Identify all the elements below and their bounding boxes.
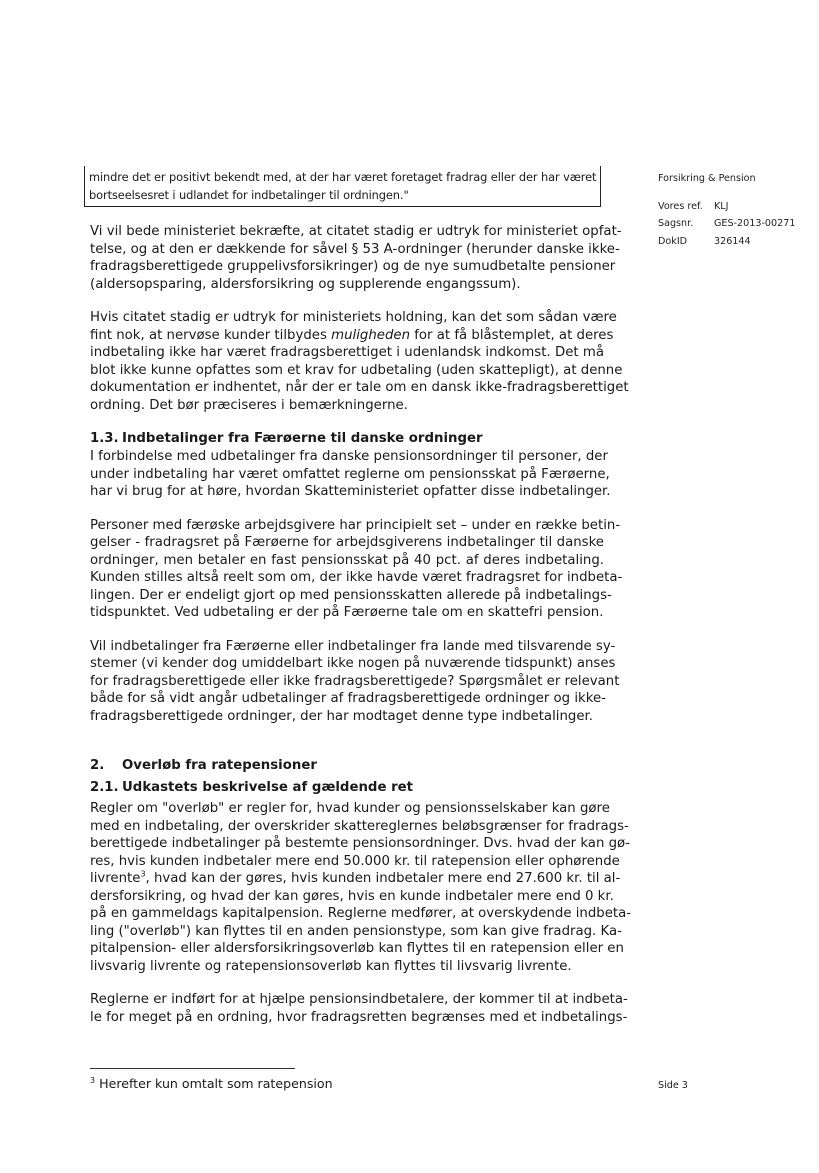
text-line: stemer (vi kender dog umiddelbart ikke nogen på nuværende tidspunkt) anses [90, 656, 616, 671]
section-heading-1-3 [90, 430, 604, 448]
text-run: for at få blåstemplet, at deres [410, 327, 614, 343]
text-line: I forbindelse med udbetalinger fra danske pensionsordninger til personer, der [90, 449, 608, 464]
text-line: berettigede indbetalinger på bestemte pensionsordninger. Dvs. hvad der kan gø- [90, 836, 630, 851]
organization-name: Forsikring & Pension [658, 173, 756, 184]
heading-number: 2. [90, 758, 105, 773]
text-run: fint nok, at nervøse kunder tilbydes [90, 327, 332, 343]
paragraph-faroe-question [90, 638, 620, 726]
heading-text: Udkastets beskrivelse af gældende ret [122, 780, 414, 795]
heading-number: 2.1. [90, 780, 119, 795]
meta-row-docid [658, 233, 808, 251]
text-line: dersforsikring, og hvad der kan gøres, hvis en kunde indbetaler mere end 0 kr. [90, 888, 614, 904]
text-line: le for meget på en ordning, hvor fradragsretten begrænses med et indbetalings- [90, 1009, 628, 1025]
paragraph-faroe-employers [90, 517, 623, 622]
text-line: ordninger, men betaler en fast pensionsskat på 40 pct. af deres indbetaling. [90, 552, 604, 568]
text-line: Reglerne er indført for at hjælpe pensionsindbetalere, der kommer til at indbeta- [90, 992, 628, 1007]
text-line: ling ("overløb") kan flyttes til en anden pensionstype, som kan give fradrag. Ka- [90, 923, 622, 939]
footnote-reference[interactable]: 3 [140, 869, 146, 879]
meta-value: GES-2013-00271 [714, 218, 796, 229]
text-line: (aldersopsparing, aldersforsikring og supplerende engangssum). [90, 276, 521, 292]
text-line: Regler om "overløb" er regler for, hvad kunder og pensionsselskaber kan gøre [90, 801, 610, 816]
paragraph-confirm [90, 223, 622, 293]
text-run: livrente [90, 871, 141, 886]
text-line: pitalpension- eller aldersforsikringsoverløb kan flyttes til en ratepension eller en [90, 941, 624, 956]
text-line: ordning. Det bør præciseres i bemærkningerne. [90, 397, 408, 413]
footnote [90, 1076, 333, 1092]
text-line: gelser - fradragsret på Færøerne for arbejdsgiverens indbetalinger til danske [90, 535, 604, 550]
meta-label: Vores ref. [658, 200, 703, 212]
meta-value: KLJ [714, 200, 729, 212]
meta-label: DokID [658, 235, 688, 247]
paragraph-rules-purpose [90, 991, 628, 1026]
sidebar-metadata [658, 170, 808, 250]
footnote-divider [90, 1068, 295, 1069]
meta-label: Sagsnr. [658, 218, 694, 229]
meta-value: 326144 [714, 235, 751, 247]
footnote-text: Herefter kun omtalt som ratepension [95, 1076, 333, 1091]
text-line: Hvis citatet stadig er udtryk for ministeriets holdning, kan det som sådan være [90, 310, 617, 325]
text-line: fradragsberettigede gruppelivsforsikringer) og de nye sumudbetalte pensioner [90, 259, 616, 274]
heading-number: 1.3. [90, 431, 119, 446]
paragraph-faroe-intro [90, 448, 611, 501]
text-line: Vi vil bede ministeriet bekræfte, at citatet stadig er udtryk for ministeriet opfat- [90, 224, 622, 239]
text-line [90, 869, 621, 888]
text-line: med en indbetaling, der overskrider skattereglernes beløbsgrænser for fradrags- [90, 818, 629, 834]
section-heading-2-1 [90, 779, 604, 797]
quote-line: bortseelsesret i udlandet for indbetalinger til ordningen." [89, 188, 409, 202]
text-line: både for så vidt angår udbetalinger af fradragsberettigede ordninger og ikke- [90, 691, 606, 706]
text-line: under indbetaling har været omfattet reglerne om pensionsskat på Færøerne, [90, 466, 610, 482]
text-line: fradragsberettigede ordninger, der har modtaget denne type indbetalinger. [90, 708, 593, 724]
text-line: telse, og at den er dækkende for såvel § 53 A-ordninger (herunder danske ikke- [90, 241, 620, 257]
section-heading-2 [90, 757, 604, 775]
quote-line: mindre det er positivt bekendt med, at der har været foretaget fradrag eller der har været [89, 170, 597, 184]
text-line [90, 327, 614, 345]
footnote-marker: 3 [90, 1075, 96, 1085]
paragraph-overflow-rules [90, 800, 632, 975]
text-line: for fradragsberettigede eller ikke fradragsberettigede? Spørgsmålet er relevant [90, 673, 620, 689]
main-text [89, 166, 632, 1026]
text-line: blot ikke kunne opfattes som et krav for udbetaling (uden skattepligt), at denne [90, 362, 623, 378]
paragraph-ministry-position [90, 309, 629, 414]
quote-box [84, 166, 601, 207]
text-run: , hvad kan der gøres, hvis kunden indbetaler mere end 27.600 kr. til al- [145, 871, 621, 886]
text-line: Vil indbetalinger fra Færøerne eller indbetalinger fra lande med tilsvarende sy- [90, 638, 616, 654]
meta-row-case [658, 215, 808, 233]
text-line: på en gammeldags kapitalpension. Reglerne medfører, at overskydende indbeta- [90, 906, 632, 921]
meta-row-ref [658, 198, 808, 216]
text-line: lingen. Der er endeligt gjort op med pensionsskatten allerede på indbetalings- [90, 587, 612, 603]
text-line: res, hvis kunden indbetaler mere end 50.000 kr. til ratepension eller ophørende [90, 853, 620, 869]
text-line: Kunden stilles altså reelt som om, der ikke havde været fradragsret for indbeta- [90, 570, 623, 585]
page-number: Side 3 [658, 1080, 688, 1091]
emphasis-text: muligheden [331, 327, 410, 343]
text-line: dokumentation er indhentet, når der er tale om en dansk ikke-fradragsberettiget [90, 380, 629, 395]
text-line: tidspunktet. Ved udbetaling er der på Færøerne tale om en skattefri pension. [90, 605, 604, 620]
text-line: indbetaling ikke har været fradragsberettiget i udenlandsk indkomst. Det må [90, 345, 604, 360]
text-line: har vi brug for at høre, hvordan Skatteministeriet opfatter disse indbetalinger. [90, 484, 611, 499]
heading-text: Indbetalinger fra Færøerne til danske ordninger [122, 431, 483, 446]
text-line: Personer med færøske arbejdsgivere har principielt set – under en række betin- [90, 517, 621, 533]
heading-text: Overløb fra ratepensioner [122, 758, 317, 773]
text-line: livsvarig livrente og ratepensionsoverløb kan flyttes til livsvarig livrente. [90, 958, 572, 974]
